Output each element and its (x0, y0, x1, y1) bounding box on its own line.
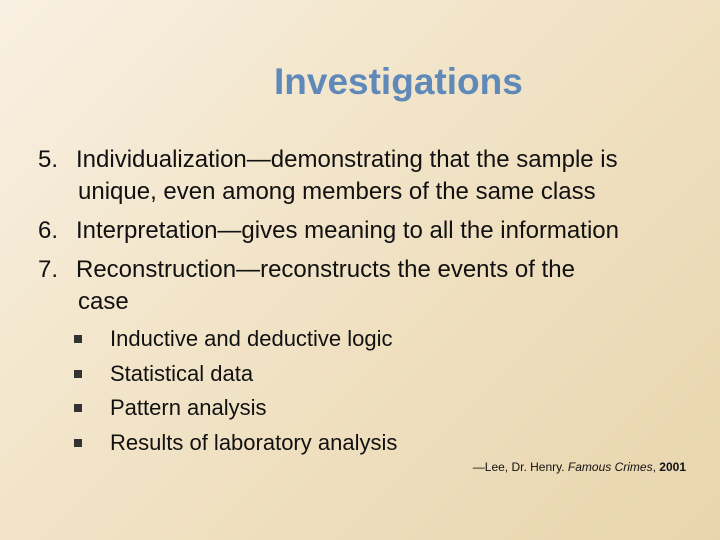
bullet-list (72, 322, 397, 460)
square-bullet-icon (74, 335, 82, 343)
square-bullet-icon (74, 439, 82, 447)
item-number: 7. (38, 256, 59, 283)
bullet-item (72, 391, 397, 426)
item-text-continued: case (78, 288, 129, 315)
square-bullet-icon (74, 404, 82, 412)
citation-year: 2001 (659, 460, 686, 474)
item-text: Reconstruction—reconstructs the events of the (76, 256, 575, 283)
list-item (38, 215, 708, 247)
bullet-item (72, 426, 397, 461)
list-item (38, 144, 708, 208)
bullet-item (72, 357, 397, 392)
item-text-continued: unique, even among members of the same class (78, 178, 596, 205)
item-number: 5. (38, 146, 59, 173)
item-text: Individualization—demonstrating that the sample is (76, 146, 618, 173)
list-item (38, 254, 708, 318)
bullet-text: Pattern analysis (110, 395, 267, 420)
bullet-text: Statistical data (110, 360, 254, 386)
citation-author: —Lee, Dr. Henry. (472, 460, 565, 474)
item-text: Interpretation—gives meaning to all the information (76, 217, 619, 244)
citation-comma: , (652, 460, 656, 474)
slide-title: Investigations (274, 61, 523, 102)
item-number: 6. (38, 217, 59, 244)
numbered-list (38, 144, 708, 325)
square-bullet-icon (74, 370, 82, 378)
bullet-text: Inductive and deductive logic (110, 326, 393, 351)
citation (473, 459, 686, 475)
bullet-text: Results of laboratory analysis (110, 429, 398, 455)
bullet-item (72, 322, 397, 357)
citation-work: Famous Crimes (567, 460, 653, 474)
